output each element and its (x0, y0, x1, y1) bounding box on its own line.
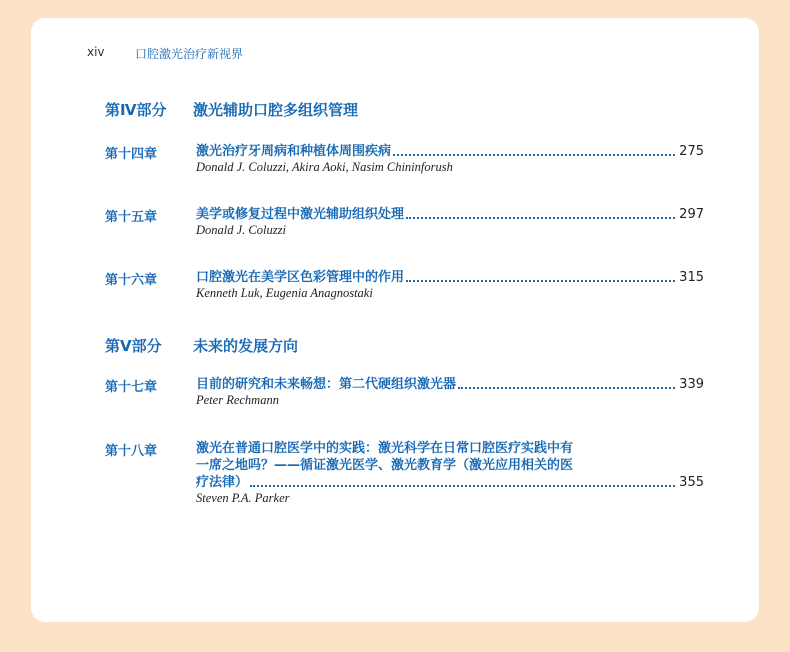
part-title: 未来的发展方向 (193, 337, 299, 355)
leader-dots (406, 216, 675, 219)
page-sheet (31, 18, 759, 622)
leader-dots (250, 484, 675, 487)
chapter-authors: Donald J. Coluzzi, Akira Aoki, Nasim Chininforush (196, 160, 453, 174)
page-number: 315 (679, 270, 704, 285)
chapter-authors: Steven P.A. Parker (196, 491, 290, 505)
chapter-title-line: 一席之地吗？——循证激光医学、激光教育学（激光应用相关的医 (196, 458, 574, 473)
chapter-number: 第十六章 (105, 273, 158, 288)
running-header-page-number: xiv (87, 45, 105, 59)
chapter-number: 第十四章 (105, 147, 158, 162)
leader-dots (393, 153, 675, 156)
part-label: 第Ⅳ部分 (105, 101, 167, 119)
toc-entry[interactable] (196, 376, 704, 408)
chapter-number: 第十八章 (105, 444, 158, 459)
running-header-book-title: 口腔激光治疗新视界 (135, 47, 244, 61)
leader-dots (406, 279, 675, 282)
chapter-title: 目前的研究和未来畅想：第二代硬组织激光器 (196, 377, 457, 392)
part-label: 第Ⅴ部分 (105, 337, 162, 355)
part-heading (105, 335, 298, 356)
chapter-number: 第十五章 (105, 210, 158, 225)
page-number: 297 (679, 207, 704, 222)
toc-entry[interactable] (196, 440, 704, 506)
page-number: 339 (679, 377, 704, 392)
page-number: 355 (679, 475, 704, 490)
chapter-title: 口腔激光在美学区色彩管理中的作用 (196, 270, 405, 285)
chapter-authors: Peter Rechmann (196, 393, 279, 407)
chapter-title: 激光治疗牙周病和种植体周围疾病 (196, 144, 392, 159)
leader-dots (458, 386, 675, 389)
chapter-authors: Donald J. Coluzzi (196, 223, 286, 237)
part-heading (105, 99, 358, 120)
chapter-authors: Kenneth Luk, Eugenia Anagnostaki (196, 286, 373, 300)
chapter-title: 美学或修复过程中激光辅助组织处理 (196, 207, 405, 222)
toc-entry[interactable] (196, 206, 704, 238)
toc-entry[interactable] (196, 143, 704, 175)
part-title: 激光辅助口腔多组织管理 (193, 101, 359, 119)
chapter-title-line: 激光在普通口腔医学中的实践：激光科学在日常口腔医疗实践中有 (196, 441, 574, 456)
page-number: 275 (679, 144, 704, 159)
toc-entry[interactable] (196, 269, 704, 301)
chapter-title-line: 疗法律） (196, 475, 249, 490)
chapter-number: 第十七章 (105, 380, 158, 395)
